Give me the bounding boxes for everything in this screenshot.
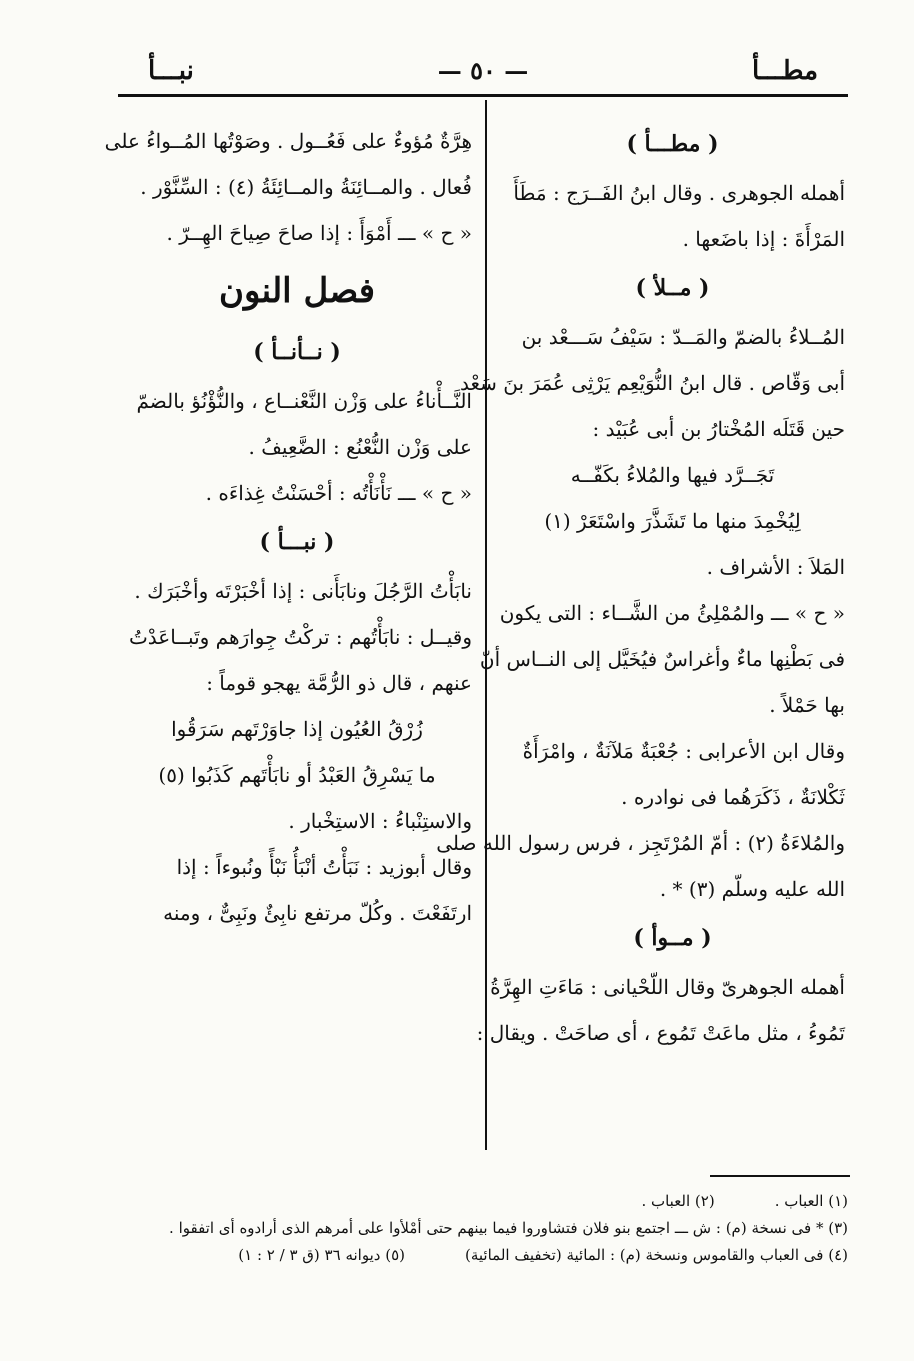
text-line: حين قَتَلَه المُخْتارُ بن أبى عُبَيْد :: [592, 417, 845, 441]
text-line: ارتَفَعْتَ . وكُلّ مرتفع نابِئٌ ونَبِىٌّ ، ومنه: [163, 901, 472, 925]
text-line: عنهم ، قال ذو الرُّمَّة يهجو قوماً :: [206, 671, 472, 695]
text-line: تَمُوءُ ، مثل ماعَتْ تَمُوع ، أى صاحَتْ . ويقال :: [476, 1021, 845, 1045]
text-line: وقيــل : نابَأْتُهم : تركْتُ جِوارَهم وتَبــاعَدْتُ: [128, 625, 472, 649]
text-line: « ح » ـــ والمُمْلِئُ من الشَّــاء : التى يكون: [499, 601, 845, 625]
footnote: (٢) العباب .: [641, 1192, 715, 1210]
header-entry-left: نبـــأ: [148, 56, 194, 86]
verse-line: ما يَسْرِقُ العَبْدُ أو نابَأْتَهم كَذَبُوا (٥): [158, 763, 436, 787]
text-line: فُعال . والمــائِنَةُ والمــائِئَةُ (٤) : السِّنَّوْر .: [140, 175, 472, 199]
header-entry-right: مطـــأ: [751, 56, 818, 86]
footnotes: [118, 1188, 848, 1269]
verse-line: زُرْقُ العُيُون إذا جاوَرْتَهم سَرَقُوا: [171, 717, 423, 741]
page-header: [118, 48, 848, 94]
text-line: نابَأْتُ الرَّجُلَ ونابَأَنى : إذا أخْبَرْتَه وأخْبَرَك .: [134, 579, 472, 603]
text-line: المَلاَ : الأشراف .: [706, 555, 845, 579]
text-line: النَّــأْناءُ على وَزْن النَّعْنــاع ، والنُّؤْنُؤ بالضمّ: [136, 389, 472, 413]
footnote: (٥) ديوانه ٣٦ (ق ٣ / ٢ : ١): [238, 1246, 405, 1264]
verse-line: لِيُخْمِدَ منها ما تَشَذَّرَ واسْتَعَرْ (١): [544, 509, 801, 533]
text-line: والاستِنْباءُ : الاستِخْبار .: [288, 809, 472, 833]
right-column: [436, 118, 845, 1056]
text-line: ثَكْلانَةٌ ، ذَكَرَهُما فى نوادره .: [621, 785, 845, 809]
text-line: والمُلاءَةُ (٢) : أمّ المُرْتَجِز ، فرس رسول الله صلى: [436, 831, 845, 855]
text-line: الله عليه وسلّم (٣) * .: [659, 877, 845, 901]
text-line: أهمله الجوهرىّ وقال اللّحْيانى : مَاءَتِ الهِرَّةُ: [490, 975, 845, 999]
entry-heading: ( مــوأ ): [633, 925, 712, 951]
column-divider: [485, 100, 487, 1150]
footnote-line: [118, 1242, 848, 1269]
header-rule: [118, 94, 848, 97]
text-line: « ح » ـــ أَمْوَأَ : إذا صاحَ صِياحَ الهِــرّ .: [166, 221, 472, 245]
text-line: على وَزْن النُّعْنُع : الضَّعِيفُ .: [248, 435, 472, 459]
text-line: المَرْأَةَ : إذا باضَعها .: [682, 227, 845, 251]
text-line: فى بَطْنِها ماءٌ وأغراسٌ فيُخَيَّل إلى النــاس أنّ: [479, 647, 845, 671]
text-line: المُــلاءُ بالضمّ والمَــدّ : سَيْفُ سَـــعْد بن: [521, 325, 845, 349]
text-line: هِرَّةٌ مُؤوءٌ على فَعُــول . وصَوْتُها المُــواءُ على: [104, 129, 472, 153]
text-line: أهمله الجوهرى . وقال ابنُ الفَــرَج : مَطَأَ: [513, 181, 845, 205]
text-line: « ح » ـــ نَأْنَأْتُه : أحْسَنْتُ غِذاءَه .: [205, 481, 472, 505]
text-line: بها حَمْلاً .: [769, 693, 845, 717]
text-line: وقال أبوزيد : نَبَأْتُ أنْبَأُ نَبْأً ونُبوءاً : إذا: [176, 855, 472, 879]
footnote: (٤) فى العباب والقاموس ونسخة (م) : المائية (تخفيف المائية): [464, 1246, 848, 1264]
footnote-line: [118, 1188, 848, 1215]
section-title: فصل النون: [219, 271, 375, 311]
text-line: أبى وَقّاص . قال ابنُ النُّوَيْعِم يَرْثِى عُمَرَ بنَ سَعْد: [460, 371, 845, 395]
footnote-rule: [710, 1175, 850, 1177]
entry-heading: ( نــأنــأ ): [253, 339, 341, 365]
text-line: وقال ابن الأعرابى : جُعْبَةٌ مَلآنَةٌ ، وامْرَأَةٌ: [522, 739, 845, 763]
page-number: — ٥٠ —: [437, 56, 529, 85]
footnote: (٣) * فى نسخة (م) : ش ـــ اجتمع بنو فلان فتشاوروا فيما بينهم حتى أمْلأوا على أمرهم الذى أرادوه أى اتفقوا .: [169, 1219, 848, 1237]
left-column: [104, 118, 472, 936]
footnote-line: [118, 1215, 848, 1242]
entry-heading: ( مــلأ ): [635, 275, 710, 301]
entry-heading: ( نبـــأ ): [259, 529, 335, 555]
verse-line: تَجَــرَّد فيها والمُلاءُ بكَفّــه: [570, 463, 775, 487]
footnote: (١) العباب .: [774, 1192, 848, 1210]
entry-heading: ( مطـــأ ): [626, 131, 719, 157]
